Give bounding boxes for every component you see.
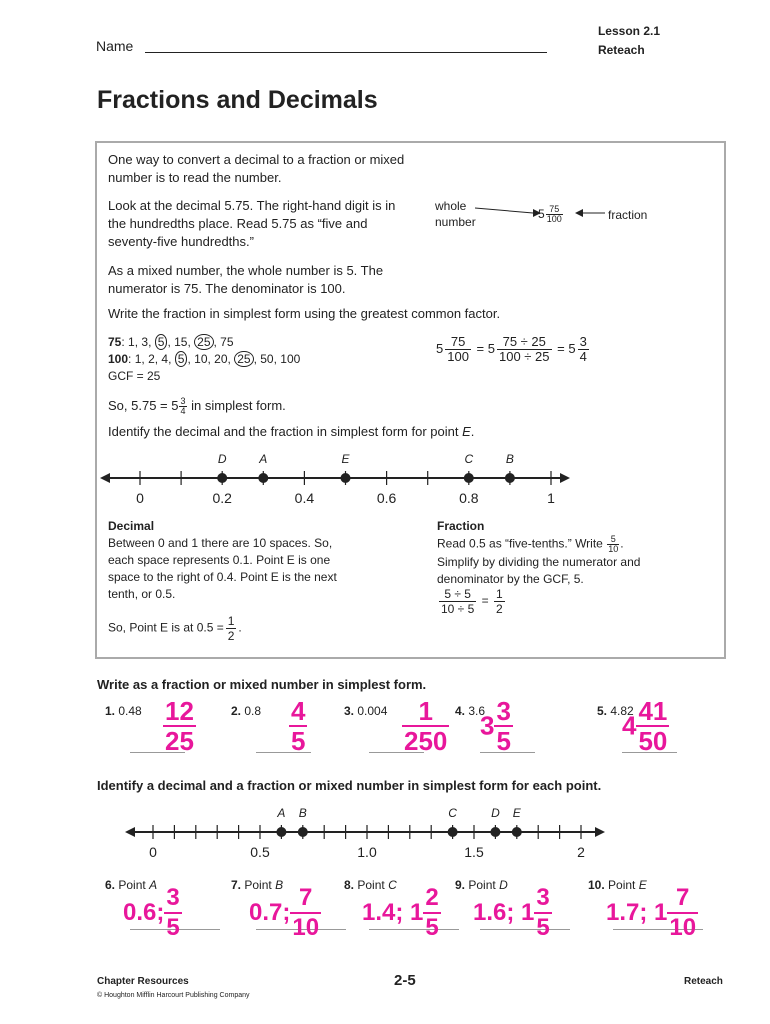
tick-label: 0.2 [212, 490, 232, 506]
name-line[interactable] [145, 52, 547, 53]
answer: $\frac{1}{250}$ [404, 696, 448, 756]
tick-label: 0 [136, 490, 144, 506]
mixed-number-text: As a mixed number, the whole number is 5. The numerator is 75. The denominator is 100. [108, 263, 384, 296]
tick-label: 1.0 [357, 844, 377, 860]
factor: 50 [260, 352, 274, 366]
point-A [276, 827, 286, 837]
point-label: E [341, 452, 350, 466]
exercise-prompt: 9. Point D [455, 878, 508, 892]
factor: 4 [161, 352, 169, 366]
exercise-prompt: 2. 0.8 [231, 704, 262, 718]
tick-label: 1.5 [464, 844, 484, 860]
point-label: D [217, 452, 227, 466]
factor: 2 [148, 352, 155, 366]
arrow-right [595, 827, 605, 837]
common-factor-circle: 25 [194, 334, 213, 350]
factors-75: 75: 1, 3, 5 , 15, 25 , 75 [108, 335, 234, 349]
point-D [217, 473, 227, 483]
answer: 1.7; 1 $\frac{7}{10}$ [606, 884, 697, 941]
tick-label: 0 [149, 844, 157, 860]
answer: 3 $\frac{3}{5}$ [480, 696, 511, 756]
footer-left: Chapter Resources [97, 976, 189, 987]
answer: $\frac{12}{25}$ [165, 696, 194, 756]
point-B [505, 473, 515, 483]
point-label: E [512, 806, 521, 820]
lesson-number: Lesson 2.1 [597, 24, 660, 38]
diagram-arrow-left [575, 209, 605, 219]
lesson-section: Reteach [597, 43, 645, 57]
fraction-explanation: Fraction Read 0.5 as “five-tenths.” Write $\frac{5}{10}$ . Simplify by dividing the numerator and denominator by the GCF, 5. [437, 519, 641, 586]
answer: 0.6; $\frac{3}{5}$ [123, 884, 180, 941]
point-label: D [491, 806, 500, 820]
tick-label: 0.6 [376, 490, 397, 506]
point-E [512, 827, 522, 837]
tick-label: 1 [547, 490, 555, 506]
tick-label: 0.5 [250, 844, 270, 860]
exercise-prompt: 5. 4.82 [597, 704, 634, 718]
arrow-left [125, 827, 135, 837]
exercise-prompt: 6. Point A [105, 878, 158, 892]
point-label: B [298, 806, 307, 820]
name-label: Name [96, 38, 134, 54]
answer: 1.6; 1 $\frac{3}{5}$ [473, 884, 550, 941]
so-simplest-text: So, 5.75 = 5 $\frac{3}{4}$ in simplest form. [108, 396, 286, 417]
number-line-example [100, 448, 570, 514]
point-B [298, 827, 308, 837]
exercise-prompt: 8. Point C [344, 878, 397, 892]
number-line-exercise [125, 802, 605, 870]
gcf-text: GCF = 25 [108, 369, 161, 383]
exercise-prompt: 1. 0.48 [105, 704, 142, 718]
common-factor-circle: 5 [175, 351, 188, 367]
footer-right: Reteach [684, 976, 723, 987]
factor: 3 [141, 335, 149, 349]
identify-text: Identify the decimal and the fraction in simplest form for point E. [108, 424, 475, 439]
point-label: A [259, 452, 268, 466]
exercise2-instructions: Identify a decimal and a fraction or mixed number in simplest form for each point. [97, 778, 602, 793]
point-C [448, 827, 458, 837]
factor: 1 [128, 335, 135, 349]
lesson-tag [598, 22, 660, 60]
point-E [341, 473, 351, 483]
point-C [464, 473, 474, 483]
decimal-conclusion: So, Point E is at 0.5 = $\frac{1}{2}$ . [108, 614, 242, 643]
exercise-prompt: 7. Point B [231, 878, 284, 892]
factor: 20 [214, 352, 228, 366]
point-label: C [448, 806, 457, 820]
factor: 15 [174, 335, 188, 349]
exercise1-instructions: Write as a fraction or mixed number in simplest form. [97, 677, 427, 692]
arrow-right [560, 473, 570, 483]
simplify-equation: 5 $\frac{75}{100}$ = 5 $\frac{75 \div 25}{100 \div 25}$ = 5 $\frac{3}{4}$ [436, 334, 587, 364]
factor-list [108, 334, 300, 385]
arrow-left [100, 473, 110, 483]
copyright: © Houghton Mifflin Harcourt Publishing Company [97, 992, 250, 999]
exercise-prompt: 4. 3.6 [455, 704, 486, 718]
factor: 1 [134, 352, 142, 366]
point-D [490, 827, 500, 837]
diagram-whole-label: whole number [435, 199, 476, 229]
tick-label: 0.8 [459, 490, 479, 506]
diagram-mixed-number: 5 $\frac{75}{100}$ [538, 204, 562, 225]
common-factor-circle: 25 [234, 351, 253, 367]
answer: 0.7; $\frac{7}{10}$ [249, 884, 320, 941]
write-simplest-text: Write the fraction in simplest form using the greatest common factor. [108, 306, 501, 321]
exercise-prompt: 3. 0.004 [344, 704, 388, 718]
intro-text: One way to convert a decimal to a fraction or mixed number is to read the number. [108, 152, 405, 185]
look-at-text: Look at the decimal 5.75. The right-hand digit is in the hundredths place. Read 5.75 as “five and seventy-five hundredths.” [108, 198, 396, 249]
answer: 4 $\frac{41}{50}$ [622, 696, 668, 756]
page-number: 2-5 [394, 972, 416, 989]
point-label: B [505, 452, 514, 466]
point-label: A [277, 806, 286, 820]
diagram-arrow-right [475, 205, 545, 217]
fraction-equation: $\frac{5 \div 5}{10 \div 5}$ = $\frac{1}{2}$ [441, 587, 503, 616]
factor: 75 [220, 335, 234, 349]
diagram-fraction-label: fraction [608, 208, 648, 222]
factors-100: 100: 1, 2, 4, 5 , 10, 20, 25 , 50, 100 [108, 352, 301, 366]
answer: $\frac{4}{5}$ [291, 696, 306, 756]
tick-label: 0.4 [294, 490, 315, 506]
decimal-explanation: Decimal Between 0 and 1 there are 10 spaces. So, each space represents 0.1. Point E is one space to the right of 0.4. Point E is the next tenth, or 0.5. [108, 519, 337, 601]
factor: 10 [194, 352, 208, 366]
factor: 100 [280, 352, 301, 366]
point-A [258, 473, 268, 483]
answer: 1.4; 1 $\frac{2}{5}$ [362, 884, 439, 941]
point-label: C [464, 452, 474, 466]
exercise-prompt: 10. Point E [588, 878, 647, 892]
tick-label: 2 [577, 844, 585, 860]
common-factor-circle: 5 [155, 334, 168, 350]
